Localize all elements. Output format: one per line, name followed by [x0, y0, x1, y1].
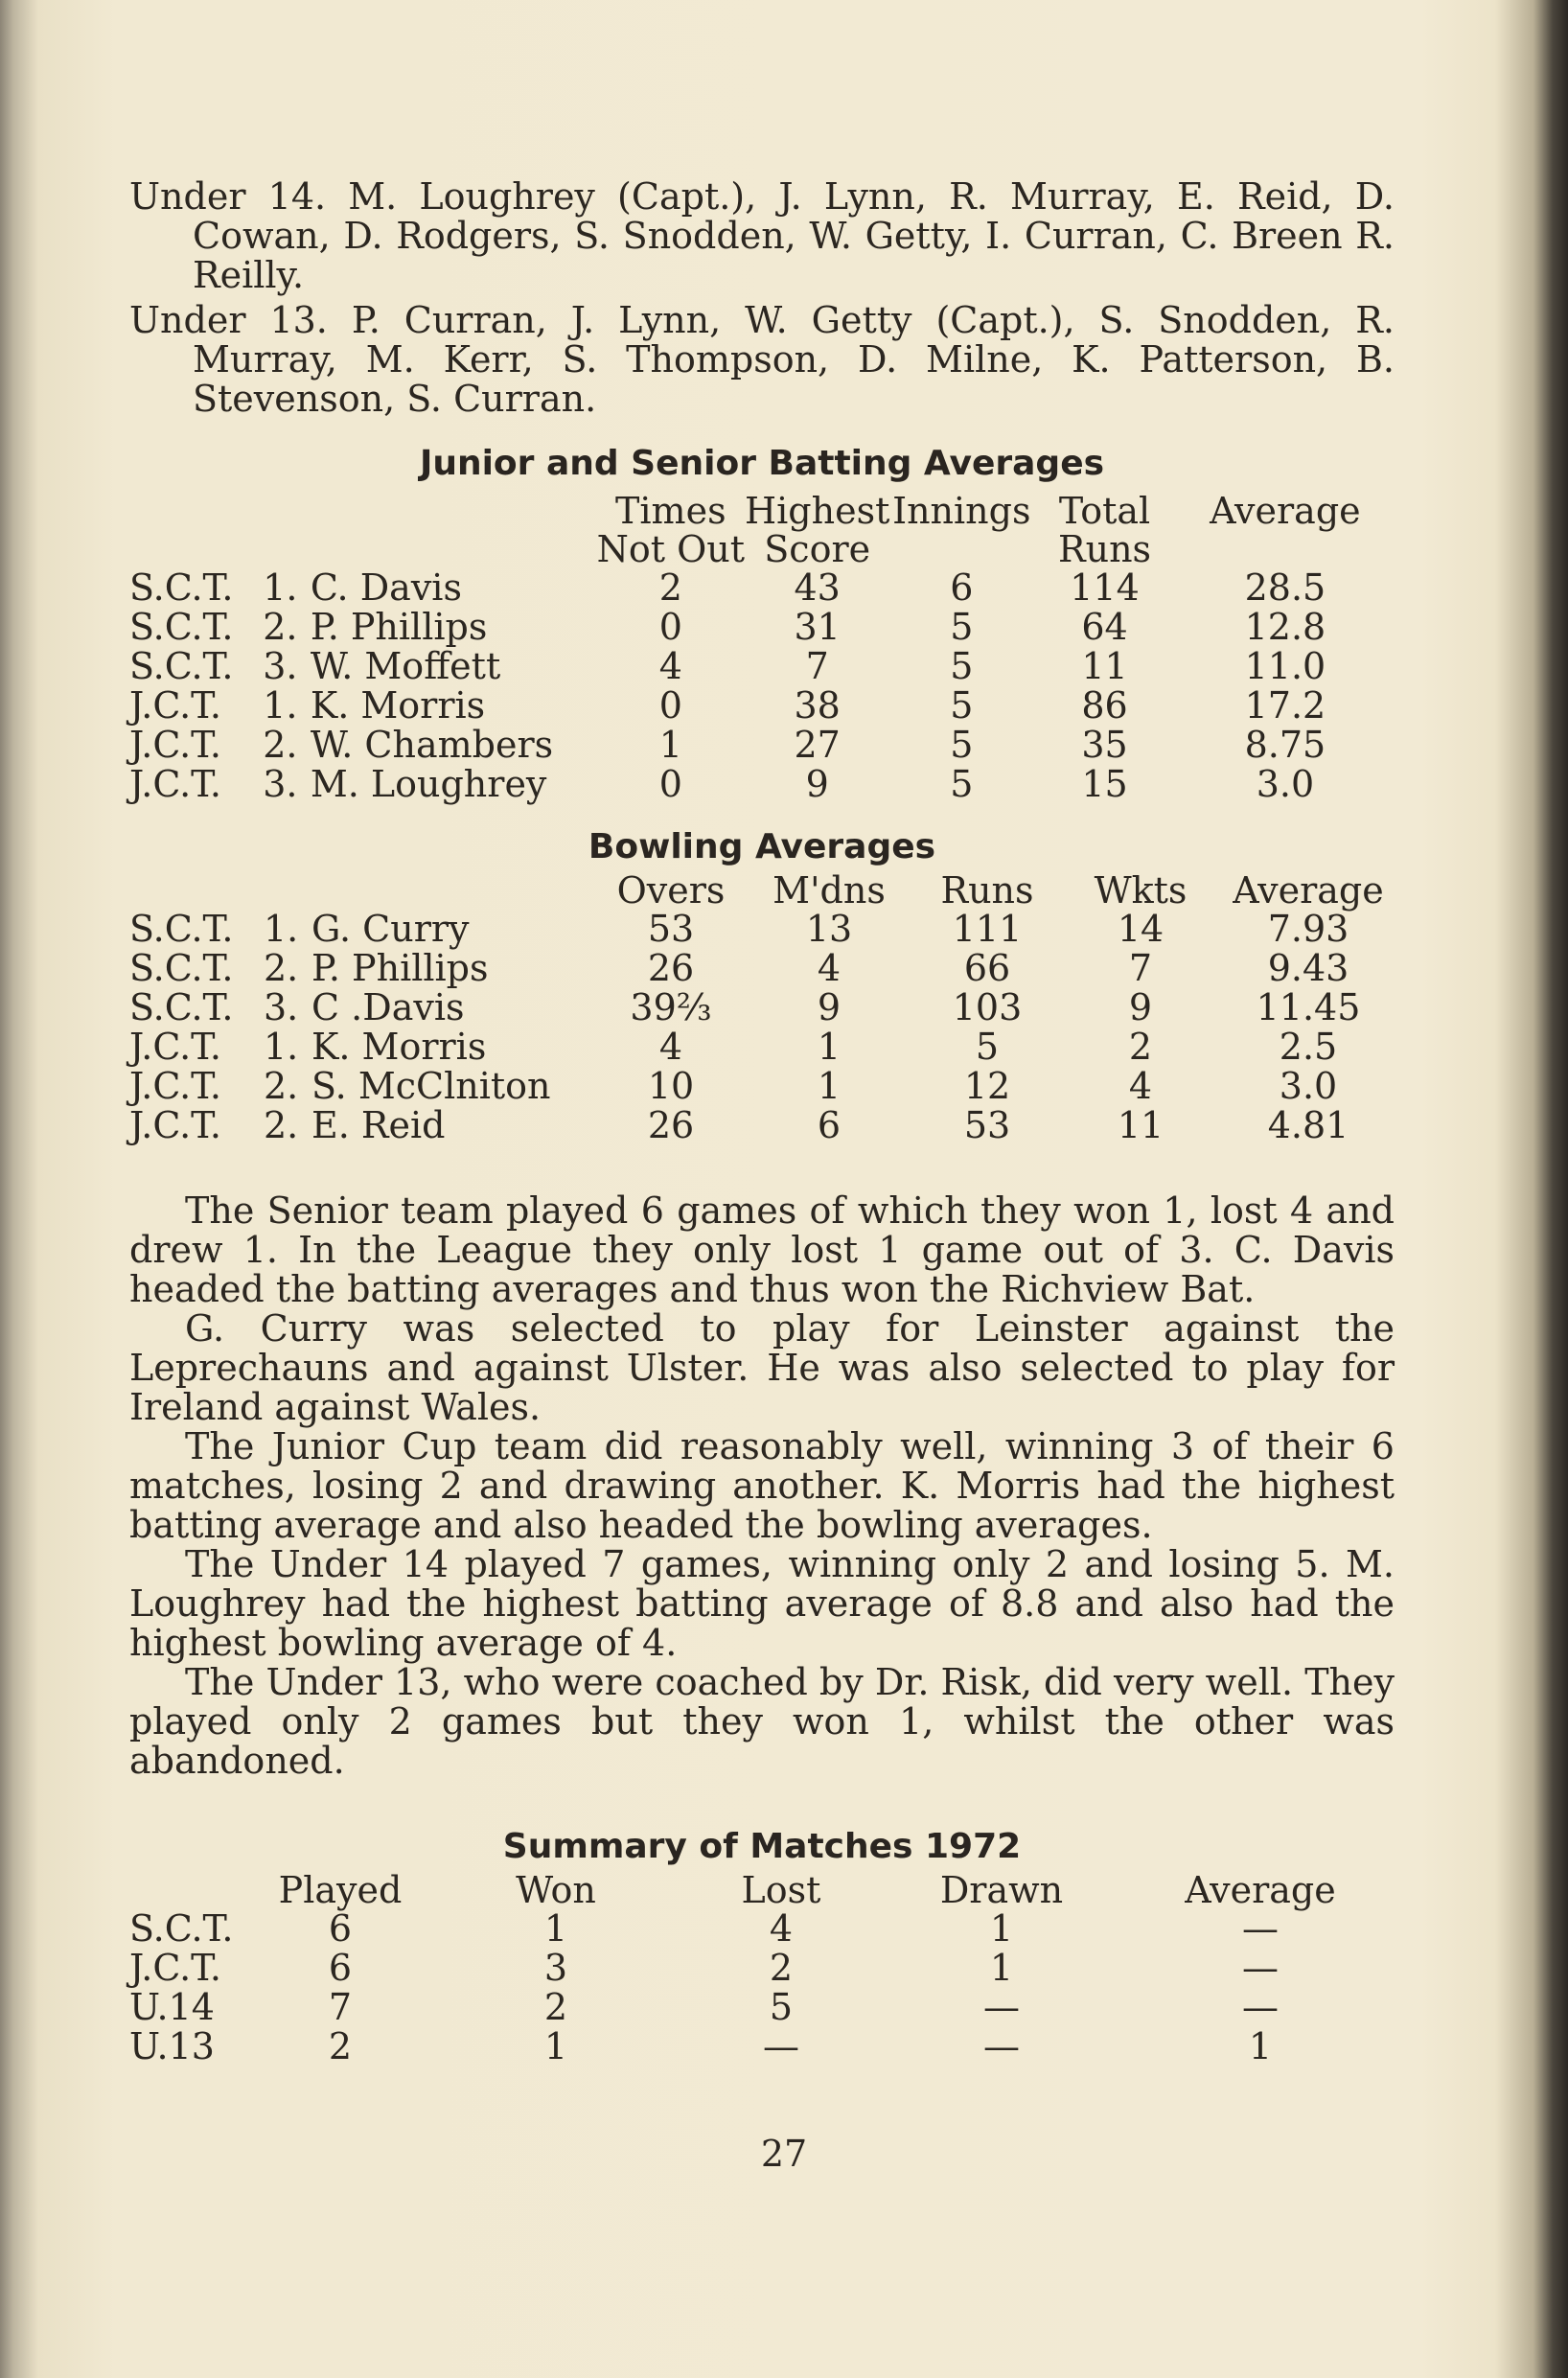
drawn-cell: —: [983, 2025, 1020, 2067]
runs-cell: 12: [963, 1065, 1011, 1107]
wickets-cell: 11: [1117, 1104, 1164, 1146]
rank-cell: 2.: [263, 606, 298, 648]
average-cell: 7.93: [1267, 908, 1349, 950]
batting-row: [129, 686, 1395, 726]
overs-cell: 4: [658, 1026, 683, 1068]
runs-cell: 53: [963, 1104, 1011, 1146]
bowling-row: [129, 1106, 1395, 1145]
innings-cell: 5: [950, 684, 974, 727]
summary-row: [129, 1949, 1395, 1988]
maidens-cell: 6: [817, 1104, 842, 1146]
batting-row: [129, 568, 1395, 608]
team-cell: S.C.T.: [129, 986, 234, 1028]
total-runs-cell: 11: [1081, 645, 1128, 687]
rank-cell: 3.: [264, 986, 299, 1028]
summary-table: [129, 1871, 1395, 2066]
runs-cell: 5: [975, 1026, 1000, 1068]
wickets-cell: 4: [1128, 1065, 1153, 1107]
drawn-cell: 1: [989, 1907, 1014, 1950]
team-cell: S.C.T.: [129, 566, 234, 609]
team-cell: S.C.T.: [129, 947, 234, 989]
batting-col-header: Times: [615, 490, 726, 532]
batting-col-header: [889, 530, 1033, 568]
highest-score-cell: 27: [794, 724, 841, 766]
bowling-header: [129, 871, 1395, 910]
runs-cell: 111: [952, 908, 1023, 950]
summary-header: [129, 1871, 1395, 1909]
page-number: 27: [760, 2133, 808, 2175]
average-cell: —: [1242, 1907, 1279, 1950]
summary-row: [129, 1988, 1395, 2027]
played-cell: 6: [328, 1947, 353, 1989]
wickets-cell: 2: [1128, 1026, 1153, 1068]
player-name: E. Reid: [311, 1104, 446, 1146]
total-runs-cell: 86: [1081, 684, 1128, 727]
maidens-cell: 1: [817, 1026, 842, 1068]
not-out-cell: 0: [658, 763, 682, 805]
drawn-cell: —: [983, 1986, 1020, 2028]
team-cell: U.14: [129, 1986, 215, 2028]
not-out-cell: 0: [658, 684, 682, 727]
team-cell: J.C.T.: [129, 684, 222, 727]
played-cell: 2: [328, 2025, 353, 2067]
summary-col-header: Drawn: [939, 1869, 1064, 1911]
average-cell: 4.81: [1267, 1104, 1349, 1146]
wickets-cell: 9: [1128, 986, 1153, 1028]
summary-col-header: Won: [516, 1869, 596, 1911]
innings-cell: 6: [950, 566, 974, 609]
player-name: P. Phillips: [311, 947, 489, 989]
won-cell: 1: [543, 1907, 568, 1950]
maidens-cell: 4: [817, 947, 842, 989]
highest-score-cell: 38: [794, 684, 841, 727]
average-cell: 17.2: [1244, 684, 1326, 727]
report-paragraph: The Under 13, who were coached by Dr. Risk, did very well. They played only 2 games but they won 1, whilst the other was abandoned.: [129, 1661, 1395, 1782]
innings-cell: 5: [950, 645, 974, 687]
bowling-col-header: M'dns: [772, 869, 886, 912]
batting-table: [129, 492, 1395, 804]
won-cell: 3: [543, 1947, 568, 1989]
team-cell: S.C.T.: [129, 645, 234, 687]
drawn-cell: 1: [989, 1947, 1014, 1989]
team-list-under-14: Under 14. M. Loughrey (Capt.), J. Lynn, R. Murray, E. Reid, D. Cowan, D. Rodgers, S. Snodden, W. Getty, I. Curran, C. Breen R. Reilly.: [129, 175, 1395, 296]
highest-score-cell: 9: [805, 763, 829, 805]
batting-title: Junior and Senior Batting Averages: [419, 444, 1105, 483]
summary-title: Summary of Matches 1972: [502, 1827, 1022, 1866]
highest-score-cell: 7: [805, 645, 829, 687]
bowling-col-header: Overs: [616, 869, 726, 912]
batting-row: [129, 647, 1395, 686]
bowling-row: [129, 1067, 1395, 1106]
total-runs-cell: 114: [1070, 566, 1140, 609]
lost-cell: 2: [769, 1947, 794, 1989]
player-name: K. Morris: [310, 684, 486, 727]
bowling-row: [129, 910, 1395, 949]
average-cell: 1: [1248, 2025, 1273, 2067]
player-name: W. Moffett: [310, 645, 501, 687]
rank-cell: 2.: [264, 947, 299, 989]
overs-cell: 26: [647, 1104, 695, 1146]
average-cell: —: [1242, 1947, 1279, 1989]
batting-row: [129, 765, 1395, 804]
batting-col-header: Innings: [892, 490, 1031, 532]
won-cell: 2: [543, 1986, 568, 2028]
report-paragraph: G. Curry was selected to play for Leinster against the Leprechauns and against Ulster. He was also selected to play for Ireland against Wales.: [129, 1307, 1395, 1428]
report-paragraph: The Senior team played 6 games of which they won 1, lost 4 and drew 1. In the League they only lost 1 game out of 3. C. Davis headed the batting averages and thus won the Richview Bat.: [129, 1189, 1395, 1310]
average-cell: 11.45: [1256, 986, 1361, 1028]
average-cell: 11.0: [1244, 645, 1326, 687]
not-out-cell: 2: [658, 566, 682, 609]
maidens-cell: 1: [817, 1065, 842, 1107]
team-list-under-13: Under 13. P. Curran, J. Lynn, W. Getty (Capt.), S. Snodden, R. Murray, M. Kerr, S. Thompson, D. Milne, K. Patterson, B. Stevenson, S. Curran.: [129, 299, 1395, 420]
rank-cell: 2.: [264, 1065, 299, 1107]
team-cell: S.C.T.: [129, 1907, 234, 1950]
batting-row: [129, 726, 1395, 765]
player-name: S. McClniton: [311, 1065, 551, 1107]
not-out-cell: 1: [658, 724, 682, 766]
rank-cell: 1.: [263, 684, 298, 727]
runs-cell: 103: [952, 986, 1023, 1028]
player-name: M. Loughrey: [310, 763, 547, 805]
batting-header-bottom: [129, 530, 1395, 568]
team-cell: J.C.T.: [129, 1065, 222, 1107]
report-text: [129, 1191, 1395, 1781]
highest-score-cell: 43: [794, 566, 841, 609]
team-cell: J.C.T.: [129, 724, 222, 766]
team-cell: J.C.T.: [129, 1947, 222, 1989]
summary-row: [129, 1909, 1395, 1949]
won-cell: 1: [543, 2025, 568, 2067]
summary-col-header: Average: [1185, 1869, 1336, 1911]
batting-col-header: Runs: [1057, 528, 1152, 570]
summary-col-header: Played: [278, 1869, 403, 1911]
total-runs-cell: 15: [1081, 763, 1128, 805]
player-name: K. Morris: [311, 1026, 487, 1068]
summary-row: [129, 2027, 1395, 2066]
not-out-cell: 4: [658, 645, 682, 687]
bowling-col-header: Average: [1233, 869, 1384, 912]
batting-header-top: [129, 492, 1395, 530]
team-cell: J.C.T.: [129, 1026, 222, 1068]
rank-cell: 2.: [263, 724, 298, 766]
report-paragraph: The Junior Cup team did reasonably well, winning 3 of their 6 matches, losing 2 and drawing another. K. Morris had the highest batting average and also headed the bowling averages.: [129, 1425, 1395, 1546]
bowling-title: Bowling Averages: [588, 827, 936, 866]
rank-cell: 3.: [263, 645, 298, 687]
wickets-cell: 7: [1128, 947, 1153, 989]
player-name: G. Curry: [311, 908, 470, 950]
played-cell: 6: [328, 1907, 353, 1950]
lost-cell: 5: [769, 1986, 794, 2028]
bowling-col-header: Runs: [940, 869, 1034, 912]
rank-cell: 3.: [263, 763, 298, 805]
not-out-cell: 0: [658, 606, 682, 648]
batting-col-header: Total: [1058, 490, 1151, 532]
rank-cell: 1.: [263, 566, 298, 609]
team-cell: S.C.T.: [129, 606, 234, 648]
team-cell: S.C.T.: [129, 908, 234, 950]
batting-col-header: Score: [764, 528, 871, 570]
average-cell: 28.5: [1244, 566, 1326, 609]
bowling-row: [129, 949, 1395, 988]
player-name: C .Davis: [311, 986, 465, 1028]
average-cell: 12.8: [1244, 606, 1326, 648]
overs-cell: 10: [647, 1065, 695, 1107]
overs-cell: 53: [647, 908, 695, 950]
summary-col-header: Lost: [741, 1869, 821, 1911]
player-name: W. Chambers: [310, 724, 554, 766]
player-name: C. Davis: [310, 566, 462, 609]
maidens-cell: 9: [817, 986, 842, 1028]
total-runs-cell: 64: [1081, 606, 1128, 648]
bowling-row: [129, 1027, 1395, 1067]
report-paragraph: The Under 14 played 7 games, winning only 2 and losing 5. M. Loughrey had the highest batting average of 8.8 and also had the highest bowling average of 4.: [129, 1543, 1395, 1664]
bowling-col-header: Wkts: [1094, 869, 1188, 912]
rank-cell: 1.: [264, 908, 299, 950]
rank-cell: 1.: [264, 1026, 299, 1068]
batting-row: [129, 608, 1395, 647]
average-cell: 2.5: [1279, 1026, 1338, 1068]
highest-score-cell: 31: [794, 606, 841, 648]
page-content: [129, 177, 1395, 2066]
lost-cell: —: [763, 2025, 799, 2067]
played-cell: 7: [328, 1986, 353, 2028]
total-runs-cell: 35: [1081, 724, 1128, 766]
batting-col-header: Average: [1210, 490, 1361, 532]
innings-cell: 5: [950, 724, 974, 766]
batting-col-header: Highest: [745, 490, 890, 532]
average-cell: 8.75: [1244, 724, 1326, 766]
overs-cell: 26: [647, 947, 695, 989]
average-cell: —: [1242, 1986, 1279, 2028]
overs-cell: 39⅔: [630, 986, 712, 1028]
batting-col-header: [1176, 530, 1395, 568]
wickets-cell: 14: [1117, 908, 1164, 950]
team-cell: U.13: [129, 2025, 215, 2067]
bowling-table: [129, 871, 1395, 1145]
average-cell: 3.0: [1279, 1065, 1338, 1107]
bowling-row: [129, 988, 1395, 1027]
batting-col-header: Not Out: [596, 528, 745, 570]
innings-cell: 5: [950, 763, 974, 805]
player-name: P. Phillips: [310, 606, 488, 648]
innings-cell: 5: [950, 606, 974, 648]
runs-cell: 66: [963, 947, 1011, 989]
maidens-cell: 13: [805, 908, 853, 950]
rank-cell: 2.: [264, 1104, 299, 1146]
team-cell: J.C.T.: [129, 763, 222, 805]
average-cell: 3.0: [1256, 763, 1315, 805]
team-cell: J.C.T.: [129, 1104, 222, 1146]
lost-cell: 4: [769, 1907, 794, 1950]
average-cell: 9.43: [1267, 947, 1349, 989]
